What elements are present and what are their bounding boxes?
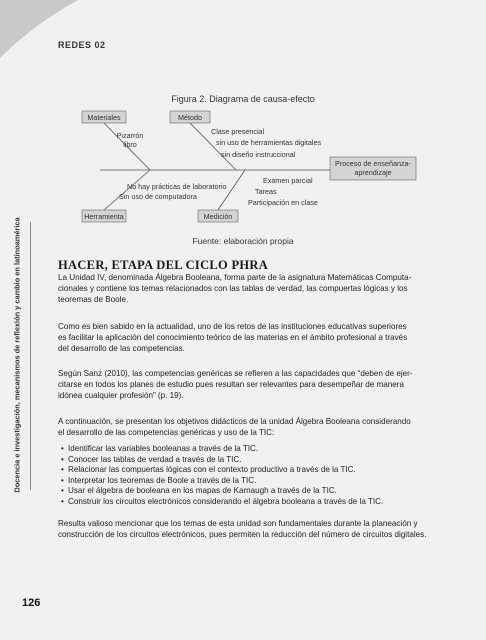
paragraph-line: Según Sanz (2010), las competencias genéricas se refieren a las capacidades que “deben de ejer- bbox=[58, 369, 413, 378]
cause-no-practicas: No hay prácticas de laboratorio bbox=[127, 182, 227, 191]
list-item: • Relacionar las compuertas lógicas con el contexto productivo a través de la TIC. bbox=[58, 465, 442, 476]
side-divider bbox=[30, 222, 31, 490]
category-label-metodo: Método bbox=[178, 113, 202, 122]
paragraph-line: del desarrollo de las competencias. bbox=[58, 344, 185, 353]
cause-sin-diseno: sin diseño instruccional bbox=[221, 150, 296, 159]
page-number: 126 bbox=[22, 597, 41, 609]
cause-pizarron: Pizarrón bbox=[116, 131, 144, 140]
list-item: • Interpretar los teoremas de Boole a través de la TIC. bbox=[58, 476, 442, 487]
paragraph-line: construcción de los circuitos electrónicos, pues permiten la reducción del número de circuitos digitales. bbox=[58, 530, 427, 539]
effect-label-line2: aprendizaje bbox=[354, 168, 392, 177]
effect-label-line1: Proceso de enseñanza- bbox=[335, 159, 411, 168]
cause-examen: Examen parcial bbox=[263, 176, 313, 185]
paragraph-line: Resulta valioso mencionar que los temas de esta unidad son fundamentales durante la planeación y bbox=[58, 519, 418, 528]
list-item: • Construir los circuitos electrónicos considerando el álgebra booleana a través de la TIC. bbox=[58, 497, 442, 508]
figure-title: Figura 2. Diagrama de causa-efecto bbox=[171, 94, 315, 104]
running-header: REDES 02 bbox=[58, 40, 106, 50]
category-label-herramienta: Herramienta bbox=[84, 212, 124, 221]
cause-sin-herramientas: sin uso de herramientas digitales bbox=[216, 138, 322, 147]
cause-sin-computadora: Sin uso de computadora bbox=[119, 192, 197, 201]
paragraph-line: A continuación, se presentan los objetivos didácticos de la unidad Álgebra Booleana considerando bbox=[58, 417, 411, 426]
paragraph-5 bbox=[58, 518, 442, 540]
section-heading: HACER, ETAPA DEL CICLO PHRA bbox=[58, 258, 269, 272]
paragraph-1 bbox=[58, 272, 442, 305]
side-title bbox=[10, 217, 24, 493]
paragraph-line: La Unidad IV, denominada Álgebra Booleana, forma parte de la asignatura Matemáticas Computa- bbox=[58, 273, 412, 282]
paragraph-4 bbox=[58, 416, 442, 438]
cause-tareas: Tareas bbox=[255, 187, 277, 196]
paragraph-line: el desarrollo de las competencias genéricas y uso de la TIC: bbox=[58, 428, 275, 437]
list-item: • Identificar las variables booleanas a través de la TIC. bbox=[58, 444, 442, 455]
category-label-materiales: Materiales bbox=[87, 113, 121, 122]
list-item: • Conocer las tablas de verdad a través de la TIC. bbox=[58, 455, 442, 466]
figure-source: Fuente: elaboración propia bbox=[192, 236, 294, 246]
category-label-medicion: Medición bbox=[203, 212, 233, 221]
list-item: • Usar el álgebra de booleana en los mapas de Karnaugh a través de la TIC. bbox=[58, 486, 442, 497]
cause-participacion: Participación en clase bbox=[248, 198, 318, 207]
paragraph-line: idónea cualquier profesión” (p. 19). bbox=[58, 391, 184, 400]
cause-libro: libro bbox=[123, 140, 137, 149]
paragraph-line: es facilitar la aplicación del conocimiento teórico de las materias en el ámbito profesional a través bbox=[58, 333, 408, 342]
paragraph-2 bbox=[58, 321, 442, 354]
paragraph-line: cionales y contiene los temas relacionados con las tablas de verdad, las compuertas lógicas y los bbox=[58, 284, 408, 293]
cause-clase-presencial: Clase presencial bbox=[211, 127, 265, 136]
side-title-text: Docencia e investigación, mecanismos de reflexión y cambio en latinoamérica bbox=[12, 217, 22, 493]
objectives-list bbox=[58, 444, 442, 507]
paragraph-line: Como es bien sabido en la actualidad, uno de los retos de las instituciones educativas superiores bbox=[58, 322, 407, 331]
paragraph-line: citarse en todos los planes de estudio pues resultan ser relevantes para desempeñar de manera bbox=[58, 380, 404, 389]
paragraph-3 bbox=[58, 368, 442, 401]
paragraph-line: teoremas de Boole. bbox=[58, 295, 129, 304]
